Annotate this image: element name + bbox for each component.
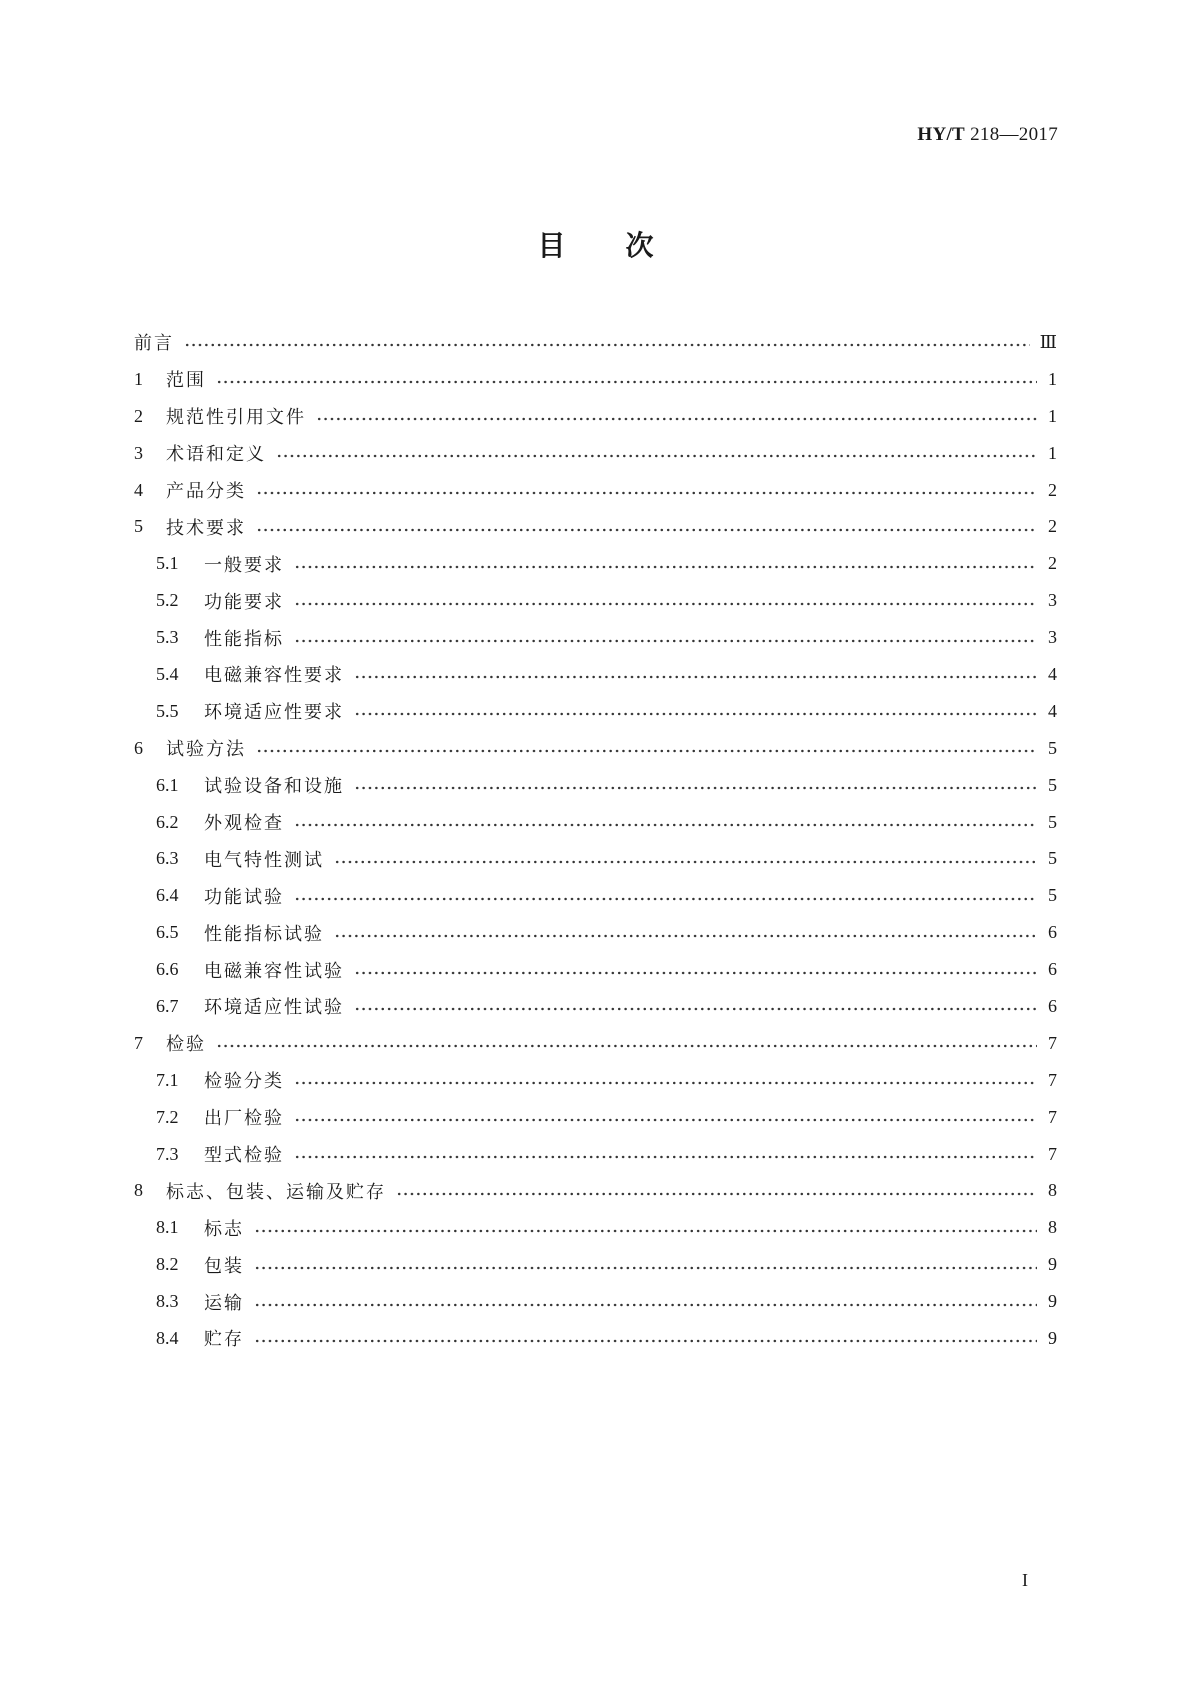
toc-entry-title: 标志 bbox=[204, 1218, 244, 1240]
toc-dot-leader bbox=[354, 786, 1037, 790]
toc-dot-leader bbox=[294, 602, 1037, 606]
toc-dot-leader bbox=[316, 417, 1037, 421]
toc-title: 目次 bbox=[537, 229, 714, 262]
toc-entry-title: 检验分类 bbox=[204, 1071, 284, 1093]
toc-entry[interactable] bbox=[134, 582, 1057, 619]
toc-entry-page: 9 bbox=[1048, 1291, 1057, 1312]
toc-entry-number: 6 bbox=[134, 737, 143, 758]
toc-entry[interactable] bbox=[134, 693, 1057, 730]
toc-entry-title: 标志、包装、运输及贮存 bbox=[166, 1181, 386, 1203]
toc-dot-leader bbox=[256, 491, 1037, 495]
toc-entry-title: 性能指标 bbox=[204, 628, 284, 650]
toc-entry[interactable] bbox=[134, 730, 1057, 767]
toc-dot-leader bbox=[334, 860, 1037, 864]
toc-entry[interactable] bbox=[134, 1136, 1057, 1173]
toc-entry[interactable] bbox=[134, 767, 1057, 804]
toc-entry[interactable] bbox=[134, 1209, 1057, 1246]
toc-entry-number: 6.7 bbox=[156, 995, 179, 1016]
toc-dot-leader bbox=[256, 528, 1037, 532]
toc-entry[interactable] bbox=[134, 324, 1057, 361]
toc-entry-title: 功能要求 bbox=[204, 591, 284, 613]
toc-entry-number: 6.4 bbox=[156, 885, 179, 906]
toc-dot-leader bbox=[354, 1007, 1037, 1011]
toc-entry-number: 3 bbox=[134, 442, 143, 463]
toc-dot-leader bbox=[294, 897, 1037, 901]
toc-entry-page: 3 bbox=[1048, 590, 1057, 611]
toc-entry-title: 技术要求 bbox=[166, 517, 246, 539]
toc-dot-leader bbox=[354, 971, 1037, 975]
toc-entry-page: 9 bbox=[1048, 1327, 1057, 1348]
toc-entry-number: 6.6 bbox=[156, 959, 179, 980]
toc-entry-title: 电磁兼容性要求 bbox=[204, 665, 344, 687]
toc-dot-leader bbox=[254, 1303, 1037, 1307]
toc-entry-page: 2 bbox=[1048, 553, 1057, 574]
toc-entry-page: 7 bbox=[1048, 1069, 1057, 1090]
toc-entry-title: 电气特性测试 bbox=[204, 849, 324, 871]
toc-entry-page: 8 bbox=[1048, 1180, 1057, 1201]
toc-dot-leader bbox=[294, 1081, 1037, 1085]
toc-entry-page: 2 bbox=[1048, 479, 1057, 500]
toc-dot-leader bbox=[354, 712, 1037, 716]
toc-entry-page: 5 bbox=[1048, 737, 1057, 758]
toc-dot-leader bbox=[256, 749, 1037, 753]
toc-entry-page: 3 bbox=[1048, 627, 1057, 648]
toc-entry-title: 环境适应性要求 bbox=[204, 702, 344, 724]
toc-entry-number: 7.1 bbox=[156, 1069, 179, 1090]
toc-entry-number: 6.5 bbox=[156, 922, 179, 943]
toc-entry-page: 4 bbox=[1048, 663, 1057, 684]
toc-entry-page: 1 bbox=[1048, 442, 1057, 463]
toc-entry-number: 1 bbox=[134, 368, 143, 389]
toc-entry-page: 7 bbox=[1048, 1032, 1057, 1053]
toc-entry[interactable] bbox=[134, 508, 1057, 545]
toc-entry-title: 前言 bbox=[134, 333, 174, 355]
toc-entry[interactable] bbox=[134, 545, 1057, 582]
toc-entry-title: 术语和定义 bbox=[166, 444, 266, 466]
toc-entry[interactable] bbox=[134, 1283, 1057, 1320]
toc-entry-page: 4 bbox=[1048, 700, 1057, 721]
toc-entry[interactable] bbox=[134, 1320, 1057, 1357]
toc-list bbox=[134, 324, 1057, 1357]
toc-entry-title: 运输 bbox=[204, 1292, 244, 1314]
toc-entry[interactable] bbox=[134, 435, 1057, 472]
standard-number: 218—2017 bbox=[970, 124, 1058, 145]
toc-dot-leader bbox=[294, 823, 1037, 827]
toc-dot-leader bbox=[334, 934, 1037, 938]
toc-entry-title: 检验 bbox=[166, 1034, 206, 1056]
toc-entry[interactable] bbox=[134, 361, 1057, 398]
toc-entry[interactable] bbox=[134, 398, 1057, 435]
toc-entry[interactable] bbox=[134, 840, 1057, 877]
toc-entry-page: 5 bbox=[1048, 885, 1057, 906]
toc-dot-leader bbox=[254, 1229, 1037, 1233]
toc-entry-title: 功能试验 bbox=[204, 886, 284, 908]
toc-entry-title: 型式检验 bbox=[204, 1145, 284, 1167]
toc-entry-page: 1 bbox=[1048, 368, 1057, 389]
toc-entry-page: 5 bbox=[1048, 848, 1057, 869]
toc-entry[interactable] bbox=[134, 1025, 1057, 1062]
toc-entry-page: 7 bbox=[1048, 1106, 1057, 1127]
toc-entry-number: 8.1 bbox=[156, 1217, 179, 1238]
toc-dot-leader bbox=[276, 454, 1037, 458]
toc-entry-number: 7 bbox=[134, 1032, 143, 1053]
toc-entry[interactable] bbox=[134, 472, 1057, 509]
standard-prefix: HY/T bbox=[917, 124, 966, 145]
toc-dot-leader bbox=[184, 343, 1030, 347]
toc-entry-page: 5 bbox=[1048, 774, 1057, 795]
toc-dot-leader bbox=[294, 1155, 1037, 1159]
toc-entry-title: 试验设备和设施 bbox=[204, 776, 344, 798]
toc-entry[interactable] bbox=[134, 1099, 1057, 1136]
toc-entry-number: 8.3 bbox=[156, 1291, 179, 1312]
toc-entry-title: 环境适应性试验 bbox=[204, 997, 344, 1019]
toc-entry[interactable] bbox=[134, 804, 1057, 841]
toc-entry-number: 7.3 bbox=[156, 1143, 179, 1164]
toc-entry-number: 5.4 bbox=[156, 663, 179, 684]
toc-entry-page: 2 bbox=[1048, 516, 1057, 537]
toc-entry-title: 出厂检验 bbox=[204, 1108, 284, 1130]
toc-entry-page: 6 bbox=[1048, 995, 1057, 1016]
toc-entry-page: 5 bbox=[1048, 811, 1057, 832]
toc-dot-leader bbox=[216, 1044, 1037, 1048]
toc-dot-leader bbox=[254, 1266, 1037, 1270]
toc-dot-leader bbox=[396, 1192, 1037, 1196]
toc-entry[interactable] bbox=[134, 1172, 1057, 1209]
toc-entry[interactable] bbox=[134, 619, 1057, 656]
toc-entry[interactable] bbox=[134, 988, 1057, 1025]
toc-entry-number: 8.4 bbox=[156, 1327, 179, 1348]
toc-entry-title: 电磁兼容性试验 bbox=[204, 960, 344, 982]
toc-entry-number: 6.1 bbox=[156, 774, 179, 795]
toc-dot-leader bbox=[354, 675, 1037, 679]
toc-dot-leader bbox=[216, 380, 1037, 384]
toc-dot-leader bbox=[294, 1118, 1037, 1122]
toc-entry-title: 一般要求 bbox=[204, 554, 284, 576]
toc-entry-page: 6 bbox=[1048, 959, 1057, 980]
toc-entry-page: 7 bbox=[1048, 1143, 1057, 1164]
toc-entry-page: 8 bbox=[1048, 1217, 1057, 1238]
toc-entry-number: 7.2 bbox=[156, 1106, 179, 1127]
toc-entry[interactable] bbox=[134, 1062, 1057, 1099]
toc-entry-page: 9 bbox=[1048, 1254, 1057, 1275]
toc-entry[interactable] bbox=[134, 951, 1057, 988]
toc-entry[interactable] bbox=[134, 1246, 1057, 1283]
toc-entry-title: 范围 bbox=[166, 370, 206, 392]
toc-entry-title: 产品分类 bbox=[166, 481, 246, 502]
toc-entry-number: 6.3 bbox=[156, 848, 179, 869]
toc-entry-page: 1 bbox=[1048, 405, 1057, 426]
toc-entry-title: 试验方法 bbox=[166, 739, 246, 761]
toc-entry-page: 6 bbox=[1048, 922, 1057, 943]
toc-entry-number: 5.5 bbox=[156, 700, 179, 721]
toc-entry-title: 外观检查 bbox=[204, 813, 284, 835]
toc-entry-title: 包装 bbox=[204, 1255, 244, 1277]
standard-code bbox=[917, 124, 1058, 146]
page-number: I bbox=[1022, 1570, 1028, 1590]
toc-entry-title: 规范性引用文件 bbox=[166, 407, 306, 429]
toc-entry-number: 6.2 bbox=[156, 811, 179, 832]
toc-entry-number: 2 bbox=[134, 405, 143, 426]
toc-entry-title: 性能指标试验 bbox=[204, 923, 324, 945]
toc-entry-number: 8.2 bbox=[156, 1254, 179, 1275]
toc-entry-number: 5.3 bbox=[156, 627, 179, 648]
toc-entry[interactable] bbox=[134, 656, 1057, 693]
toc-dot-leader bbox=[294, 639, 1037, 643]
toc-entry-title: 贮存 bbox=[204, 1329, 244, 1351]
toc-entry-number: 5.1 bbox=[156, 553, 179, 574]
toc-entry-number: 4 bbox=[134, 479, 143, 500]
toc-entry-number: 8 bbox=[134, 1180, 143, 1201]
toc-entry[interactable] bbox=[134, 877, 1057, 914]
toc-dot-leader bbox=[254, 1339, 1037, 1343]
toc-entry-number: 5.2 bbox=[156, 590, 179, 611]
toc-dot-leader bbox=[294, 565, 1037, 569]
toc-entry[interactable] bbox=[134, 914, 1057, 951]
toc-entry-page: Ⅲ bbox=[1039, 331, 1057, 352]
toc-entry-number: 5 bbox=[134, 516, 143, 537]
